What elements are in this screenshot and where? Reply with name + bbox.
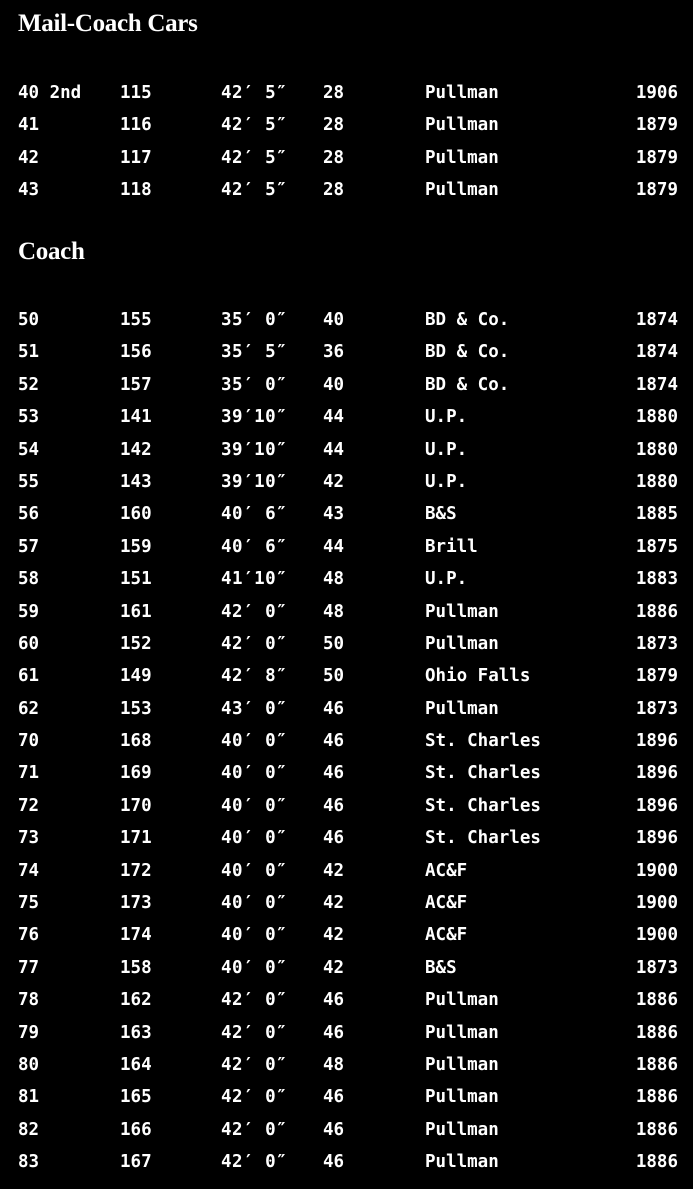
- car-length: 39′10″: [221, 471, 288, 492]
- car-number: 56: [18, 504, 40, 525]
- seat-count: 46: [323, 763, 345, 784]
- table-row: [0, 144, 693, 176]
- build-year: 1906: [635, 83, 678, 103]
- builder-name: Pullman: [425, 633, 499, 654]
- former-number: 162: [120, 990, 152, 1011]
- build-year: 1874: [635, 342, 678, 363]
- car-length: 42′ 8″: [221, 666, 288, 687]
- car-length: 40′ 0″: [221, 828, 288, 849]
- build-year: 1900: [635, 860, 678, 881]
- table-row: [0, 306, 693, 338]
- car-number: 73: [18, 828, 40, 849]
- car-length: 42′ 0″: [221, 633, 288, 654]
- car-number: 71: [18, 763, 40, 784]
- builder-name: BD & Co.: [425, 374, 510, 395]
- seat-count: 46: [323, 795, 345, 816]
- seat-count: 42: [323, 860, 345, 881]
- seat-count: 46: [323, 828, 345, 849]
- car-length: 35′ 5″: [221, 342, 288, 363]
- former-number: 152: [120, 633, 152, 654]
- table-row: [0, 630, 693, 662]
- car-length: 42′ 0″: [221, 1087, 288, 1108]
- car-number: 50: [18, 310, 40, 330]
- car-number: 55: [18, 471, 40, 492]
- builder-name: St. Charles: [425, 828, 541, 849]
- former-number: 141: [120, 407, 152, 428]
- table-row: [0, 565, 693, 597]
- car-length: 40′ 0″: [221, 795, 288, 816]
- builder-name: B&S: [425, 504, 457, 525]
- table-row: [0, 986, 693, 1018]
- car-length: 35′ 0″: [221, 310, 288, 330]
- car-number: 52: [18, 374, 40, 395]
- former-number: 116: [120, 115, 152, 136]
- build-year: 1886: [635, 1022, 678, 1043]
- build-year: 1874: [635, 374, 678, 395]
- table-row: [0, 1148, 693, 1180]
- car-number: 51: [18, 342, 40, 363]
- former-number: 155: [120, 310, 152, 330]
- build-year: 1886: [635, 601, 678, 622]
- seat-count: 36: [323, 342, 345, 363]
- seat-count: 50: [323, 633, 345, 654]
- former-number: 166: [120, 1119, 152, 1140]
- former-number: 170: [120, 795, 152, 816]
- build-year: 1886: [635, 1119, 678, 1140]
- car-number: 81: [18, 1087, 40, 1108]
- build-year: 1879: [635, 666, 678, 687]
- former-number: 117: [120, 147, 152, 168]
- builder-name: U.P.: [425, 439, 468, 460]
- car-number: 77: [18, 957, 40, 978]
- seat-count: 28: [323, 147, 345, 168]
- build-year: 1900: [635, 893, 678, 914]
- builder-name: Pullman: [425, 990, 499, 1011]
- seat-count: 42: [323, 957, 345, 978]
- builder-name: Pullman: [425, 698, 499, 719]
- builder-name: Pullman: [425, 115, 499, 136]
- table-row: [0, 111, 693, 143]
- car-number: 54: [18, 439, 40, 460]
- build-year: 1886: [635, 990, 678, 1011]
- seat-count: 50: [323, 666, 345, 687]
- former-number: 160: [120, 504, 152, 525]
- build-year: 1896: [635, 731, 678, 752]
- build-year: 1886: [635, 1054, 678, 1075]
- build-year: 1885: [635, 504, 678, 525]
- former-number: 163: [120, 1022, 152, 1043]
- build-year: 1880: [635, 471, 678, 492]
- former-number: 118: [120, 180, 152, 201]
- table-row: [0, 727, 693, 759]
- builder-name: Pullman: [425, 1087, 499, 1108]
- table-row: [0, 533, 693, 565]
- car-number: 62: [18, 698, 40, 719]
- builder-name: Pullman: [425, 1022, 499, 1043]
- build-year: 1896: [635, 795, 678, 816]
- build-year: 1880: [635, 407, 678, 428]
- car-number: 53: [18, 407, 40, 428]
- former-number: 115: [120, 83, 152, 103]
- car-length: 39′10″: [221, 407, 288, 428]
- table-row: [0, 759, 693, 791]
- builder-name: BD & Co.: [425, 310, 510, 330]
- seat-count: 44: [323, 439, 345, 460]
- car-length: 42′ 5″: [221, 115, 288, 136]
- table-row: [0, 598, 693, 630]
- car-length: 42′ 0″: [221, 601, 288, 622]
- car-number: 58: [18, 569, 40, 590]
- seat-count: 46: [323, 1087, 345, 1108]
- former-number: 174: [120, 925, 152, 946]
- car-number: 76: [18, 925, 40, 946]
- former-number: 156: [120, 342, 152, 363]
- table-row: [0, 857, 693, 889]
- build-year: 1875: [635, 536, 678, 557]
- table-row: [0, 176, 693, 208]
- builder-name: U.P.: [425, 407, 468, 428]
- builder-name: Pullman: [425, 147, 499, 168]
- build-year: 1879: [635, 180, 678, 201]
- table-row: [0, 792, 693, 824]
- seat-count: 46: [323, 731, 345, 752]
- former-number: 149: [120, 666, 152, 687]
- build-year: 1880: [635, 439, 678, 460]
- car-length: 42′ 5″: [221, 180, 288, 201]
- car-length: 42′ 0″: [221, 1152, 288, 1173]
- build-year: 1879: [635, 147, 678, 168]
- seat-count: 42: [323, 925, 345, 946]
- former-number: 164: [120, 1054, 152, 1075]
- seat-count: 48: [323, 1054, 345, 1075]
- build-year: 1883: [635, 569, 678, 590]
- seat-count: 48: [323, 601, 345, 622]
- seat-count: 46: [323, 698, 345, 719]
- car-length: 42′ 0″: [221, 1119, 288, 1140]
- car-number: 41: [18, 115, 40, 136]
- former-number: 157: [120, 374, 152, 395]
- former-number: 159: [120, 536, 152, 557]
- coach-car-list: [0, 306, 693, 1181]
- table-row: [0, 695, 693, 727]
- builder-name: AC&F: [425, 925, 468, 946]
- seat-count: 40: [323, 310, 345, 330]
- car-length: 41′10″: [221, 569, 288, 590]
- builder-name: St. Charles: [425, 795, 541, 816]
- section-title-mail-coach-cars: Mail-Coach Cars: [18, 10, 198, 37]
- car-number: 74: [18, 860, 40, 881]
- former-number: 151: [120, 569, 152, 590]
- builder-name: Pullman: [425, 1119, 499, 1140]
- seat-count: 40: [323, 374, 345, 395]
- table-row: [0, 371, 693, 403]
- seat-count: 28: [323, 180, 345, 201]
- seat-count: 44: [323, 536, 345, 557]
- car-number: 43: [18, 180, 40, 201]
- former-number: 173: [120, 893, 152, 914]
- former-number: 169: [120, 763, 152, 784]
- car-length: 40′ 0″: [221, 860, 288, 881]
- car-length: 40′ 0″: [221, 957, 288, 978]
- table-row: [0, 500, 693, 532]
- table-row: [0, 468, 693, 500]
- car-length: 40′ 0″: [221, 925, 288, 946]
- table-row: [0, 403, 693, 435]
- builder-name: Pullman: [425, 1054, 499, 1075]
- builder-name: AC&F: [425, 860, 468, 881]
- build-year: 1873: [635, 698, 678, 719]
- builder-name: B&S: [425, 957, 457, 978]
- seat-count: 46: [323, 1152, 345, 1173]
- former-number: 153: [120, 698, 152, 719]
- former-number: 165: [120, 1087, 152, 1108]
- table-row: [0, 954, 693, 986]
- car-length: 42′ 5″: [221, 83, 288, 103]
- build-year: 1896: [635, 763, 678, 784]
- seat-count: 28: [323, 83, 345, 103]
- former-number: 171: [120, 828, 152, 849]
- car-number: 72: [18, 795, 40, 816]
- car-number: 79: [18, 1022, 40, 1043]
- car-number: 60: [18, 633, 40, 654]
- builder-name: U.P.: [425, 569, 468, 590]
- car-length: 35′ 0″: [221, 374, 288, 395]
- builder-name: St. Charles: [425, 731, 541, 752]
- former-number: 158: [120, 957, 152, 978]
- former-number: 142: [120, 439, 152, 460]
- seat-count: 46: [323, 990, 345, 1011]
- car-length: 40′ 0″: [221, 763, 288, 784]
- former-number: 172: [120, 860, 152, 881]
- car-number: 59: [18, 601, 40, 622]
- build-year: 1900: [635, 925, 678, 946]
- car-length: 40′ 6″: [221, 504, 288, 525]
- builder-name: Pullman: [425, 601, 499, 622]
- former-number: 161: [120, 601, 152, 622]
- car-number: 57: [18, 536, 40, 557]
- car-number: 70: [18, 731, 40, 752]
- table-row: [0, 1116, 693, 1148]
- builder-name: Pullman: [425, 180, 499, 201]
- former-number: 168: [120, 731, 152, 752]
- car-number: 83: [18, 1152, 40, 1173]
- car-number: 40 2nd: [18, 83, 82, 103]
- car-number: 61: [18, 666, 40, 687]
- builder-name: BD & Co.: [425, 342, 510, 363]
- builder-name: Brill: [425, 536, 478, 557]
- car-number: 78: [18, 990, 40, 1011]
- build-year: 1874: [635, 310, 678, 330]
- build-year: 1886: [635, 1152, 678, 1173]
- build-year: 1896: [635, 828, 678, 849]
- car-length: 42′ 0″: [221, 1054, 288, 1075]
- seat-count: 46: [323, 1022, 345, 1043]
- table-row: [0, 889, 693, 921]
- car-number: 75: [18, 893, 40, 914]
- builder-name: U.P.: [425, 471, 468, 492]
- seat-count: 46: [323, 1119, 345, 1140]
- seat-count: 43: [323, 504, 345, 525]
- build-year: 1886: [635, 1087, 678, 1108]
- car-length: 40′ 6″: [221, 536, 288, 557]
- car-length: 40′ 0″: [221, 893, 288, 914]
- car-length: 40′ 0″: [221, 731, 288, 752]
- table-row: [0, 824, 693, 856]
- builder-name: St. Charles: [425, 763, 541, 784]
- table-row: [0, 1051, 693, 1083]
- car-number: 80: [18, 1054, 40, 1075]
- car-length: 43′ 0″: [221, 698, 288, 719]
- build-year: 1873: [635, 633, 678, 654]
- mail-coach-car-list: [0, 79, 693, 209]
- car-number: 42: [18, 147, 40, 168]
- table-row: [0, 921, 693, 953]
- seat-count: 42: [323, 471, 345, 492]
- section-title-coach: Coach: [18, 238, 85, 265]
- car-length: 42′ 0″: [221, 990, 288, 1011]
- seat-count: 42: [323, 893, 345, 914]
- table-row: [0, 338, 693, 370]
- car-length: 42′ 0″: [221, 1022, 288, 1043]
- former-number: 143: [120, 471, 152, 492]
- seat-count: 48: [323, 569, 345, 590]
- car-length: 42′ 5″: [221, 147, 288, 168]
- build-year: 1873: [635, 957, 678, 978]
- car-number: 82: [18, 1119, 40, 1140]
- builder-name: Pullman: [425, 83, 499, 103]
- seat-count: 28: [323, 115, 345, 136]
- seat-count: 44: [323, 407, 345, 428]
- table-row: [0, 436, 693, 468]
- table-row: [0, 1019, 693, 1051]
- builder-name: Ohio Falls: [425, 666, 531, 687]
- build-year: 1879: [635, 115, 678, 136]
- table-row: [0, 1083, 693, 1115]
- table-row: [0, 79, 693, 111]
- builder-name: AC&F: [425, 893, 468, 914]
- car-length: 39′10″: [221, 439, 288, 460]
- former-number: 167: [120, 1152, 152, 1173]
- table-row: [0, 662, 693, 694]
- builder-name: Pullman: [425, 1152, 499, 1173]
